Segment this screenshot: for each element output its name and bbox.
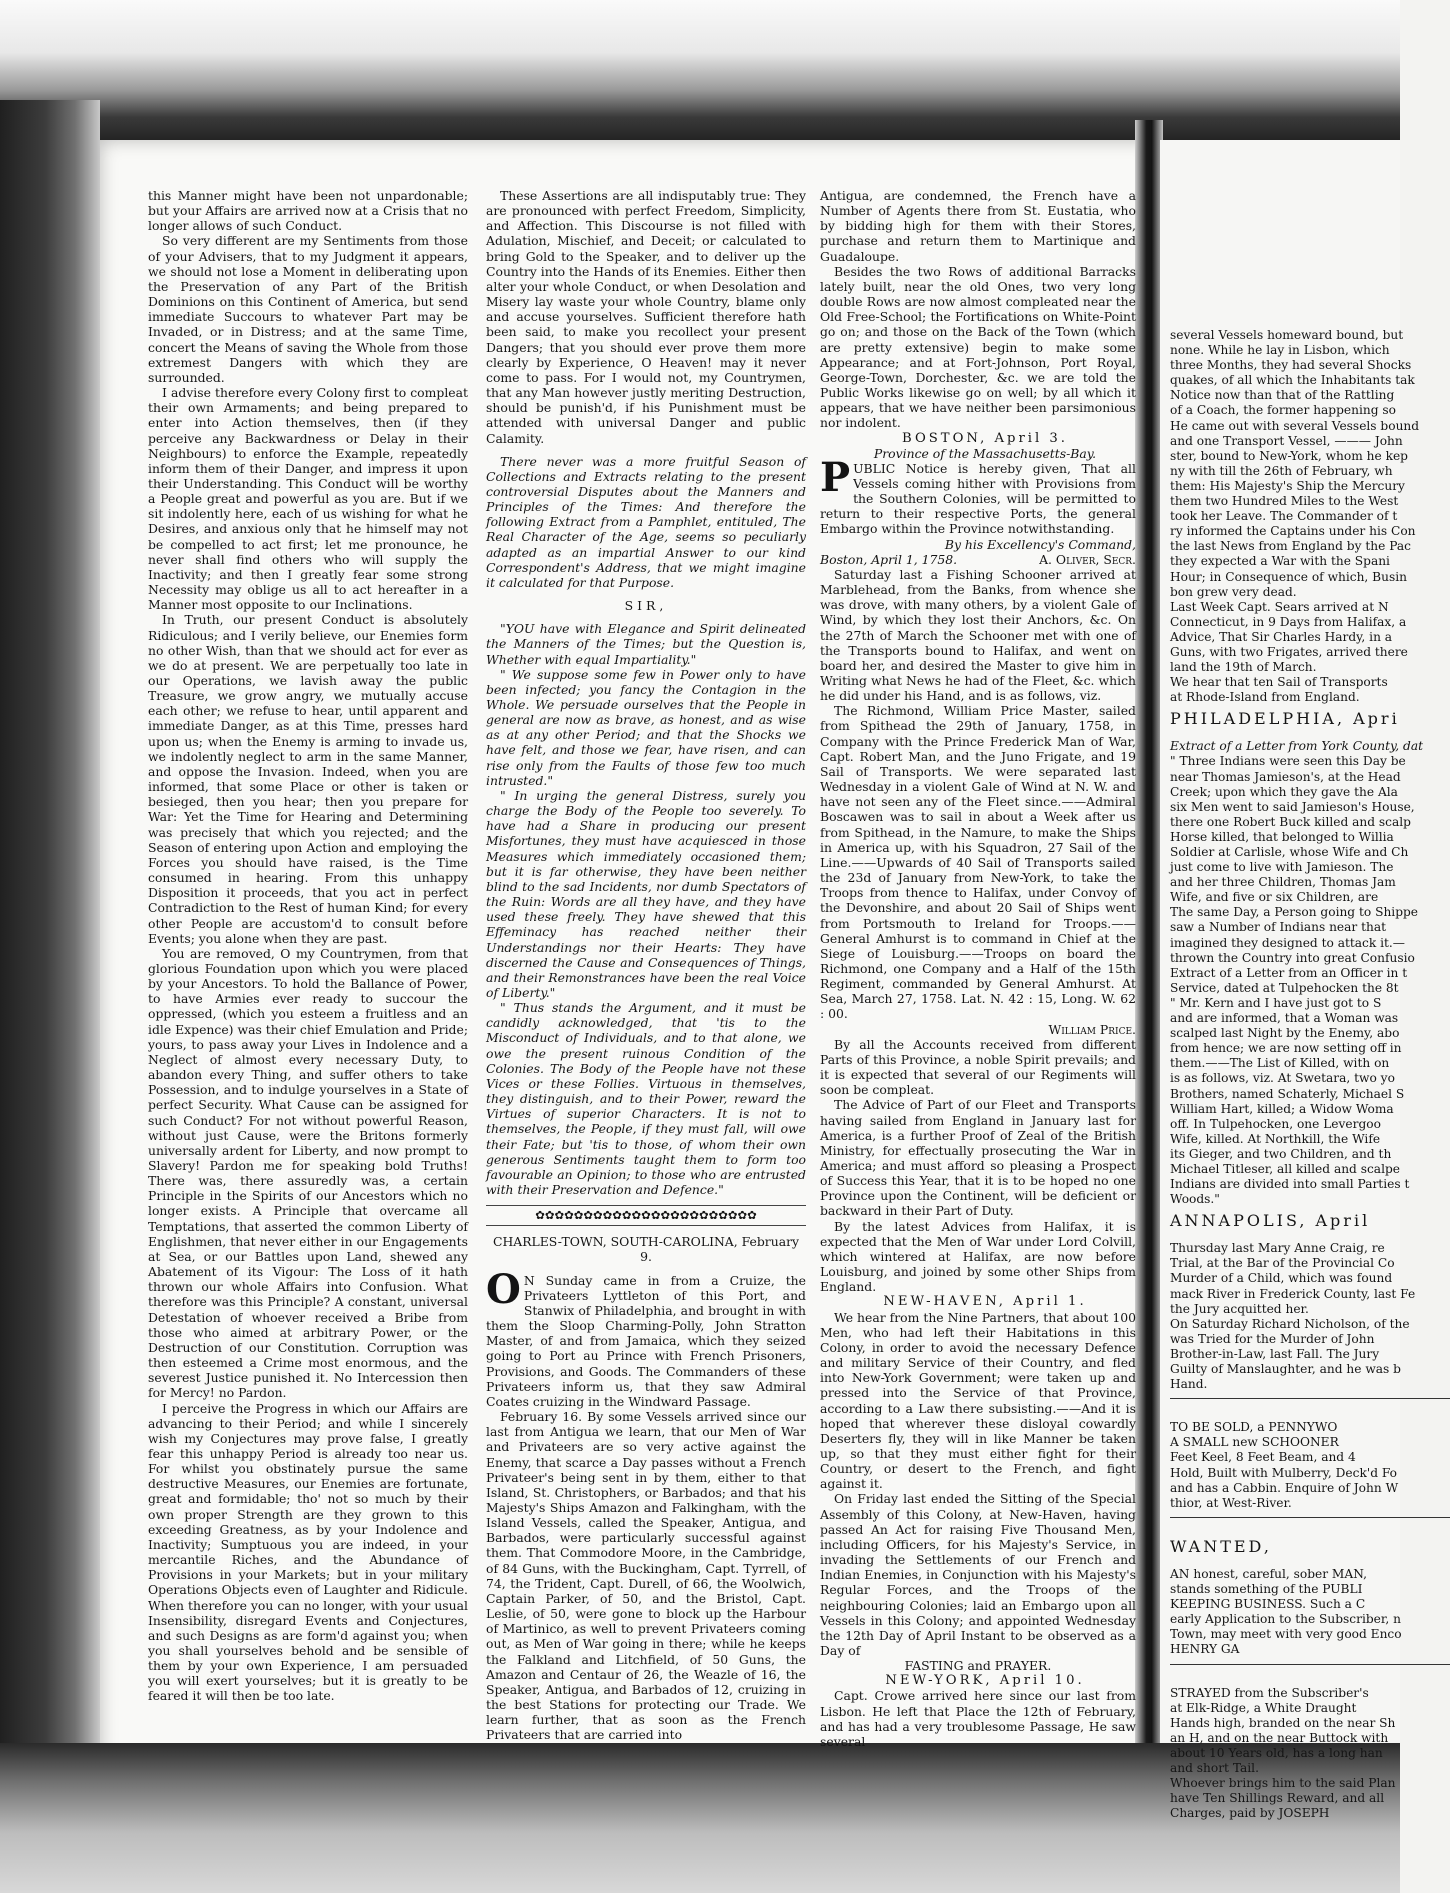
text-line: is as follows, viz. At Swetara, two yo: [1170, 1071, 1395, 1086]
text-line: Murder of a Child, which was found: [1170, 1271, 1393, 1286]
text-line: them: His Majesty's Ship the Mercury: [1170, 478, 1405, 493]
text-line: ry informed the Captains under his Con: [1170, 524, 1416, 539]
paragraph: Capt. Crowe arrived here since our last from Lisbon. He left that Place the 12th of February, and has had a very troublesome Passage, He saw several: [820, 1688, 1136, 1749]
text-line: just come to live with Jamieson. The: [1170, 860, 1394, 875]
book-binding: [0, 100, 100, 1790]
letter-paragraph: "YOU have with Elegance and Spirit delineated the Manners of the Times; but the Question is, Whether with equal Impartiality.": [486, 621, 806, 667]
text-line: quakes, of all which the Inhabitants tak: [1170, 373, 1415, 388]
advertisement-line: thior, at West-River.: [1170, 1495, 1292, 1510]
advertisement-line: about 10 Years old, has a long han: [1170, 1745, 1383, 1760]
text-line: they expected a War with the Spani: [1170, 554, 1390, 569]
text-line: them two Hundred Miles to the West: [1170, 494, 1399, 509]
text-line: Indians are divided into small Parties t: [1170, 1177, 1410, 1192]
notice-signature-row: [820, 552, 1136, 567]
paragraph: this Manner might have been not unpardonable; but your Affairs are arrived now at a Crisis that no longer allows of such Conduct.: [148, 188, 468, 234]
text-line: Soldier at Carlisle, whose Wife and Ch: [1170, 845, 1409, 859]
text-line: Wife, and five or six Children, are: [1170, 890, 1379, 905]
text-line: Horse killed, that belonged to Willia: [1170, 829, 1394, 844]
notice-date: Boston, April 1, 1758.: [820, 551, 958, 567]
advertisement-line: Town, may meet with very good Enco: [1170, 1627, 1402, 1642]
paragraph: In Truth, our present Conduct is absolutely Ridiculous; and I verily believe, our Enemies form no other Wish, than that we should act for ever as we do at present. We are perpetually too late in our Operations, we lavish away the public Treasure, we grow angry, we mutually accuse each other; we refuse to hear, until apparent and immediate Danger, as at this Time, presses hard upon us; when the Enemy is arming to invade us, we indolently neglect to arm in the same Manner, and oppose the Invasion. Indeed, when you are informed, that some Place or other is taken or besieged, then you hear; then you prepare for War: Yet the Time for Hearing and Determining was precisely that which you rejected; and the Season of entering upon Action and employing the Forces you should have raised, is the Time consumed in hearing. From this unhappy Disposition it proceeds, that you act in perfect Contradiction to the Rest of human Kind; for every other People are accustom'd to consult before Events; you alone when they are past.: [148, 612, 468, 946]
text-line: several Vessels homeward bound, but: [1170, 328, 1404, 342]
advertisement-line: AN honest, careful, sober MAN,: [1170, 1566, 1367, 1581]
advertisement-line: an H, and on the near Buttock with: [1170, 1730, 1389, 1745]
text-line: and one Transport Vessel, ——— John: [1170, 433, 1403, 448]
letter-paragraph: " Thus stands the Argument, and it must be candidly acknowledged, that 'tis to the Misconduct of Individuals, and to that alone, we owe the present ruinous Condition of the Colonies. The Body of the People have not these Vices or these Follies. Virtuous in themselves, they distinguish, and to their Power, reward the Virtues of superior Characters. It is not to themselves, the People, if they must fall, will owe their Fate; but 'tis to those, of whom their own generous Sentiments taught them to form too favourable an Opinion; to those who are entrusted with their Preservation and Defence.": [486, 1000, 806, 1197]
text-line: there one Robert Buck killed and scalp: [1170, 814, 1411, 829]
advertisement-line: early Application to the Subscriber, n: [1170, 1612, 1401, 1627]
text-line: land the 19th of March.: [1170, 660, 1317, 675]
text-line: Hand.: [1170, 1377, 1208, 1392]
text-line: Trial, at the Bar of the Provincial Co: [1170, 1256, 1395, 1271]
divider-rule: [1170, 1664, 1450, 1680]
facing-page-column: [1170, 328, 1450, 1821]
text-line: Guns, with two Frigates, arrived there: [1170, 644, 1408, 659]
text-line: Connecticut, in 9 Days from Halifax, a: [1170, 614, 1407, 629]
fasting-heading: FASTING and PRAYER.: [904, 1658, 1052, 1674]
paragraph: By the latest Advices from Halifax, it is expected that the Men of War under Lord Colvill, which wintered at Halifax, are now before Louisburg, and joined by some other Ships from England.: [820, 1218, 1136, 1295]
facing-page-text: [1160, 140, 1423, 1821]
column-1: [148, 188, 468, 1768]
text-line: scalped last Night by the Enemy, abo: [1170, 1026, 1400, 1041]
text-line: Guilty of Manslaughter, and he was b: [1170, 1362, 1401, 1376]
text-line: ny with till the 26th of February, wh: [1170, 463, 1393, 478]
advertisement-line: TO BE SOLD, a PENNYWO: [1170, 1420, 1338, 1435]
column-2: [486, 188, 806, 1768]
text-line: took her Leave. The Commander of t: [1170, 509, 1398, 524]
text-line: ster, bound to New-York, whom he kep: [1170, 448, 1408, 463]
text-line: Hour; in Consequence of which, Busin: [1170, 569, 1407, 584]
divider-rule: [1170, 1398, 1450, 1414]
text-line: near Thomas Jamieson's, at the Head: [1170, 769, 1401, 784]
advertisement-line: have Ten Shillings Reward, and all: [1170, 1791, 1385, 1806]
advertisement-line: STRAYED from the Subscriber's: [1170, 1685, 1369, 1700]
dateline-annapolis: ANNAPOLIS, April: [1170, 1211, 1371, 1231]
text-line: was Tried for the Murder of John: [1170, 1331, 1375, 1346]
paragraph: We hear from the Nine Partners, that about 100 Men, who had left their Habitations in this Colony, in order to avoid the necessary Defence and military Service of their Country, and fled into New-York Government; were taken up and pressed into the Service of that Province, according to a Law there subsisting.——And it is hoped that wherever these disloyal cowardly Deserters fly, they will in like Manner be taken up, so that they must either fight for their Country, or desert to the French, and fight against it.: [820, 1309, 1136, 1492]
text-line: Brother-in-Law, last Fall. The Jury: [1170, 1346, 1380, 1361]
command-line: By his Excellency's Command,: [944, 536, 1136, 552]
advertisement-line: Charges, paid by JOSEPH: [1170, 1806, 1330, 1821]
text-line: bon grew very dead.: [1170, 584, 1297, 599]
advertisement-line: HENRY GA: [1170, 1642, 1240, 1657]
text-line: On Saturday Richard Nicholson, of the: [1170, 1316, 1410, 1331]
dateline-boston: BOSTON, April 3.: [902, 430, 1068, 446]
page-gutter: [1135, 120, 1163, 1820]
advertisement-heading: WANTED,: [1170, 1536, 1272, 1556]
text-line: six Men went to said Jamieson's House,: [1170, 799, 1415, 814]
column-3: [820, 188, 1136, 1768]
text-line: at Rhode-Island from England.: [1170, 690, 1360, 705]
paragraph: Saturday last a Fishing Schooner arrived at Marblehead, from the Banks, from whence she was drove, with many others, by a violent Gale of Wind, by which they lost their Anchors, &c. On the 27th of March the Schooner met with one of the Transports bound to Halifax, and went on board her, and desired the Master to give him in Writing what News he had of the Fleet, &c. which he did under his Hand, and is as follows, viz.: [820, 566, 1136, 704]
text-line: mack River in Frederick County, last Fe: [1170, 1286, 1416, 1301]
scan-shadow-top: [0, 0, 1400, 150]
advertisement-line: stands something of the PUBLI: [1170, 1582, 1363, 1597]
paragraph: The Richmond, William Price Master, sailed from Spithead the 29th of January, 1758, in Company with the Prince Frederick Man of War, Capt. Robert Man, and the Juno Frigate, and 19 Sail of Transports. We were separated last Wednesday in a violent Gale of Wind at N. W. and have not seen any of the Fleet since.——Admiral Boscawen was to sail in about a Week after us from Spithead, in the Namure, to make the Ships in America up, with his Squadron, 27 Sail of the Line.——Upwards of 40 Sail of Transports sailed the 23d of January from New-York, to take the Troops from thence to Halifax, under Convoy of the Devonshire, and about 20 Sail of Ships went from Portsmouth to Ireland for Troops.——General Amhurst is to command in Chief at the Siege of Louisburg.——Troops on board the Richmond, one Company and a Half of the 15th Regiment, commanded by General Amhurst. At Sea, March 27, 1758. Lat. N. 42 : 15, Long. W. 62 : 00.: [820, 703, 1136, 1022]
advertisement-line: and short Tail.: [1170, 1761, 1259, 1776]
advertisement-line: and has a Cabbin. Enquire of John W: [1170, 1480, 1399, 1495]
text-line: Service, dated at Tulpehocken the 8t: [1170, 980, 1399, 995]
text-line: the Jury acquitted her.: [1170, 1301, 1309, 1316]
paragraph: Besides the two Rows of additional Barracks lately built, near the old Ones, two very long double Rows are now almost compleated near the Old Free-School; the Fortifications on White-Point go on; and those on the Back of the Town (which are pretty extensive) begin to make some Appearance; and at Fort-Johnson, Port Royal, George-Town, Dorchester, &c. we are told the Public Works likewise go on well; by all which it appears, that we have neither been parsimonious nor indolent.: [820, 263, 1136, 431]
text-line: Wife, killed. At Northkill, the Wife: [1170, 1131, 1381, 1146]
notice-signature: A. Oliver, Secr.: [1039, 551, 1136, 567]
news-paragraph: February 16. By some Vessels arrived since our last from Antigua we learn, that our Men of War and Privateers are so very active against the Enemy, that scarce a Day passes without a French Privateer's being sent in by them, either to that Island, St. Christophers, or Barbados; and that his Majesty's Ships Amazon and Falkingham, with the Island Vessels, called the Speaker, Antigua, and Barbados, were particularly successful against them. That Commodore Moore, in the Cambridge, of 84 Guns, with the Buckingham, Capt. Tyrrell, of 74, the Trident, Capt. Durell, of 66, the Woolwich, Captain Parker, of 50, and the Bristol, Capt. Leslie, of 50, were gone to block up the Harbour of Martinico, as well to prevent Privateers coming out, as Men of War going in there; while he keeps the Falkland and Litchfield, of 50 Guns, the Amazon and Centaur of 26, the Weazle of 16, the Speaker, Antigua, and Barbados of 12, cruizing in the best Stations for protecting our Trade. We learn further, that as soon as the French Privateers that are carried into: [486, 1409, 806, 1743]
text-line: Notice now than that of the Rattling: [1170, 388, 1395, 403]
text-line: off. In Tulpehocken, one Levergoo: [1170, 1116, 1381, 1131]
letter-paragraph: " In urging the general Distress, surely you charge the Body of the People too severely. To have had a Share in producing our present Misfortunes, they must have acquiesced in those Measures which immediately occasioned them; but it is far otherwise, they have been neither blind to the sad Incidents, nor dumb Spectators of the Ruin: Words are all they have, and they have used these freely. They have shewed that this Effeminacy has reached neither their Understandings nor their Hearts: They have discerned the Cause and Consequences of Things, and their Remonstrances have been the real Voice of Liberty.": [486, 787, 806, 1000]
paragraph: I advise therefore every Colony first to compleat their own Armaments; and being prepared to enter into Action themselves, then (if they perceive any Backwardness or Delay in their Neighbours) to enforce the Example, repeatedly inform them of their Danger, and impress it upon their Understanding. This Conduct will be worthy a People great and powerful as you are. But if we sit indolently here, each of us wishing for what he Desires, and anxious only that he himself may not be compelled to act first; let me pronounce, he never shall find others who will supply the Inactivity; and then I greatly fear some strong Necessity may oblige us all to act hereafter in a Manner most opposite to our Inclinations.: [148, 385, 468, 613]
text-line: We hear that ten Sail of Transports: [1170, 675, 1388, 690]
salutation: SIR,: [624, 598, 668, 614]
text-line: Advice, That Sir Charles Hardy, in a: [1170, 629, 1393, 644]
paragraph: By all the Accounts received from different Parts of this Province, a noble Spirit prevails; and it is expected that several of our Regiments will soon be compleat.: [820, 1036, 1136, 1098]
text-line: " Mr. Kern and I have just got to S: [1170, 995, 1382, 1010]
advertisement-line: KEEPING BUSINESS. Such a C: [1170, 1597, 1366, 1612]
dateline-new-haven: NEW-HAVEN, April 1.: [883, 1294, 1087, 1310]
text-line: Thursday last Mary Anne Craig, re: [1170, 1241, 1385, 1256]
dateline-philadelphia: PHILADELPHIA, Apri: [1170, 709, 1400, 729]
advertisement-line: at Elk-Ridge, a White Draught: [1170, 1700, 1357, 1715]
advertisement-line: A SMALL new SCHOONER: [1170, 1435, 1339, 1450]
paragraph: I perceive the Progress in which our Affairs are advancing to their Period; and while I sincerely wish my Conjectures may prove false, I greatly fear this unhappy Period is already too near us. For whilst you obstinately pursue the same destructive Measures, our Enemies are fortunate, great and formidable; tho' not so much by their own proper Strength are they grown to this exceeding Greatness, as by your Indolence and Inactivity; Sumptuous you are indeed, in your mercantile Riches, and the Abundance of Provisions in your Markets; but in your military Operations Objects even of Laughter and Ridicule. When therefore you can no longer, with your usual Insensibility, disregard Events and Conjectures, and such Designs as are form'd against you; when you shall yourselves behold and be sensible of them by your own Experience, I am persuaded you will exert yourselves; but it is greatly to be feared it will then be too late.: [148, 1400, 468, 1704]
text-line: Woods.": [1170, 1192, 1220, 1207]
paragraph: On Friday last ended the Sitting of the Special Assembly of this Colony, at New-Haven, having passed An Act for raising Five Thousand Men, including Officers, for his Majesty's Service, in invading the Settlements of our French and Indian Enemies, in Conjunction with his Majesty's Regular Forces, and the Troops of the neighbouring Colonies; laid an Embargo upon all Vessels in this Colony; and appointed Wednesday the 12th Day of April Instant to be observed as a Day of: [820, 1491, 1136, 1658]
text-line: The same Day, a Person going to Shippe: [1170, 905, 1419, 920]
text-line: William Hart, killed; a Widow Woma: [1170, 1101, 1394, 1116]
paragraph: The Advice of Part of our Fleet and Transports having sailed from England in January last for America, is a further Proof of Zeal of the British Ministry, for effectually prosecuting the War in America; and must afford so pleasing a Prospect of Success this Year, that it is to be hoped no one Province upon the Continent, will be deficient or backward in their Part of Duty.: [820, 1097, 1136, 1219]
text-line: its Gieger, and two Children, and th: [1170, 1146, 1392, 1161]
text-line: " Three Indians were seen this Day be: [1170, 754, 1406, 769]
text-line: them.——The List of Killed, with on: [1170, 1056, 1390, 1071]
dateline-charles-town: CHARLES-TOWN, SOUTH-CAROLINA, February 9.: [492, 1234, 800, 1265]
signature: William Price.: [1048, 1021, 1136, 1037]
text-line: saw a Number of Indians near that: [1170, 920, 1387, 935]
text-line: Last Week Capt. Sears arrived at N: [1170, 599, 1389, 614]
text-line: Michael Titleser, all killed and scalpe: [1170, 1161, 1400, 1176]
paragraph: You are removed, O my Countrymen, from that glorious Foundation upon which you were placed by your Ancestors. To hold the Ballance of Power, to have Armies ever ready to succour the oppressed, (which you esteem a fruitless and an idle Expence) was their chief Emulation and Pride; yours, to pass away your Lives in Indolence and a Neglect of almost every necessary Duty, to abandon every Thing, and suffer others to take Possession, and to indulge yourselves in a State of perfect Security. What Cause can be assigned for such Conduct? For not without powerful Reason, without just Cause, were the Britons formerly universally ardent for Liberty, and now prompt to Slavery! Pardon me for speaking bold Truths! There was, there assuredly was, a certain Principle in the Spirits of our Ancestors which no longer exists. A Principle that overcame all Temptations, that asserted the common Liberty of Englishmen, that never either in our Engagements at Sea, or our Battles upon Land, shewed any Abatement of its Vigour: The Loss of it hath thrown our whole Affairs into Confusion. What therefore was this Principle? A constant, universal Detestation of whoever received a Bribe from those who aimed at arbitrary Power, or the Destruction of our Constitution. Corruption was then esteemed a Crime most enormous, and the severest Justice punished it. No Intercession then for Mercy! no Pardon.: [148, 945, 468, 1401]
text-line: Brothers, named Schaterly, Michael S: [1170, 1086, 1405, 1101]
text-line: three Months, they had several Shocks: [1170, 358, 1412, 373]
text-line: of a Coach, the former happening so: [1170, 403, 1396, 418]
text-line: the last News from England by the Pac: [1170, 539, 1411, 554]
text-line: He came out with several Vessels bound: [1170, 418, 1420, 433]
extract-heading: Extract of a Letter from York County, dat: [1170, 739, 1423, 754]
text-line: imagined they designed to attack it.—: [1170, 935, 1405, 950]
dateline-new-york: NEW-YORK, April 10.: [885, 1673, 1085, 1689]
divider-rule: [1170, 1517, 1450, 1533]
text-line: Extract of a Letter from an Officer in t: [1170, 965, 1408, 980]
advertisement-line: Feet Keel, 8 Feet Beam, and 4: [1170, 1450, 1356, 1465]
news-paragraph: ON Sunday came in from a Cruize, the Privateers Lyttleton of this Port, and Stanwix of Philadelphia, and brought in with them the Sloop Charming-Polly, John Stratton Master, of and from Jamaica, which they seized going to Port au Prince with French Prisoners, Provisions, and Goods. The Commanders of these Privateers inform us, that they saw Admiral Coates cruizing in the Windward Passage.: [486, 1265, 806, 1409]
ornament-divider: ✿✿✿✿✿✿✿✿✿✿✿✿✿✿✿✿✿✿✿✿✿✿✿: [486, 1205, 806, 1226]
advertisement-line: Whoever brings him to the said Plan: [1170, 1776, 1396, 1791]
paragraph: These Assertions are all indisputably true: They are pronounced with perfect Freedom, Simplicity, and Affection. This Discourse is not filled with Adulation, Mischief, and Deceit; or calculated to bring Gold to the Speaker, and to deliver up the Country into the Hands of its Enemies. Either then alter your whole Conduct, or when Desolation and Misery lay waste your whole Country, blame only and accuse yourselves. Sufficient therefore hath been said, to make you recollect your present Dangers; that you should ever prove them more clearly by Experience, O Heaven! may it never come to pass. For I would not, my Countrymen, that any Man however justly meriting Destruction, should be punish'd, if his Punishment must be attended with universal Danger and public Calamity.: [486, 188, 806, 446]
text-line: from hence; we are now setting off in: [1170, 1041, 1402, 1056]
paragraph: Antigua, are condemned, the French have a Number of Agents there from St. Eustatia, who by bidding high for them with their Stores, purchase and return them to Martinique and Guadaloupe.: [820, 188, 1136, 264]
text-line: thrown the Country into great Confusio: [1170, 950, 1415, 965]
advertisement-line: Hands high, branded on the near Sh: [1170, 1715, 1396, 1730]
letter-paragraph: " We suppose some few in Power only to have been infected; you fancy the Contagion in the Whole. We persuade ourselves that the People in general are now as brave, as honest, and as wise as at any other Period; and that the Shocks we have felt, and those we fear, have risen, and can rise only from the Faults of those few too much intrusted.": [486, 666, 806, 788]
editor-note: There never was a more fruitful Season of Collections and Extracts relating to the present controversial Disputes about the Manners and Principles of the Times: And therefore the following Extract from a Pamphlet, entituled, The Real Character of the Age, seems so peculiarly adapted as an impartial Answer to our kind Correspondent's Address, that we might imagine it calculated for that Purpose.: [486, 453, 806, 590]
text-line: Creek; upon which they gave the Ala: [1170, 784, 1398, 799]
paragraph: So very different are my Sentiments from those of your Advisers, that to my Judgment it appears, we should not lose a Moment in deliberating upon the Preservation of any Part of the British Dominions on this Continent of America, but send immediate Succours to whatever Part may be Invaded, or in Distress; and at the same Time, concert the Means of saving the Whole from those extremest Dangers with which they are surrounded.: [148, 233, 468, 385]
province-heading: Province of the Massachusetts-Bay.: [873, 445, 1097, 461]
public-notice: PUBLIC Notice is hereby given, That all Vessels coming hither with Provisions from the Southern Colonies, will be permitted to return to their respective Ports, the general Embargo within the Province notwithstanding.: [820, 453, 1136, 537]
text-line: and her three Children, Thomas Jam: [1170, 875, 1396, 890]
text-line: none. While he lay in Lisbon, which: [1170, 343, 1390, 358]
text-line: and are informed, that a Woman was: [1170, 1011, 1399, 1026]
advertisement-line: Hold, Built with Mulberry, Deck'd Fo: [1170, 1465, 1397, 1480]
